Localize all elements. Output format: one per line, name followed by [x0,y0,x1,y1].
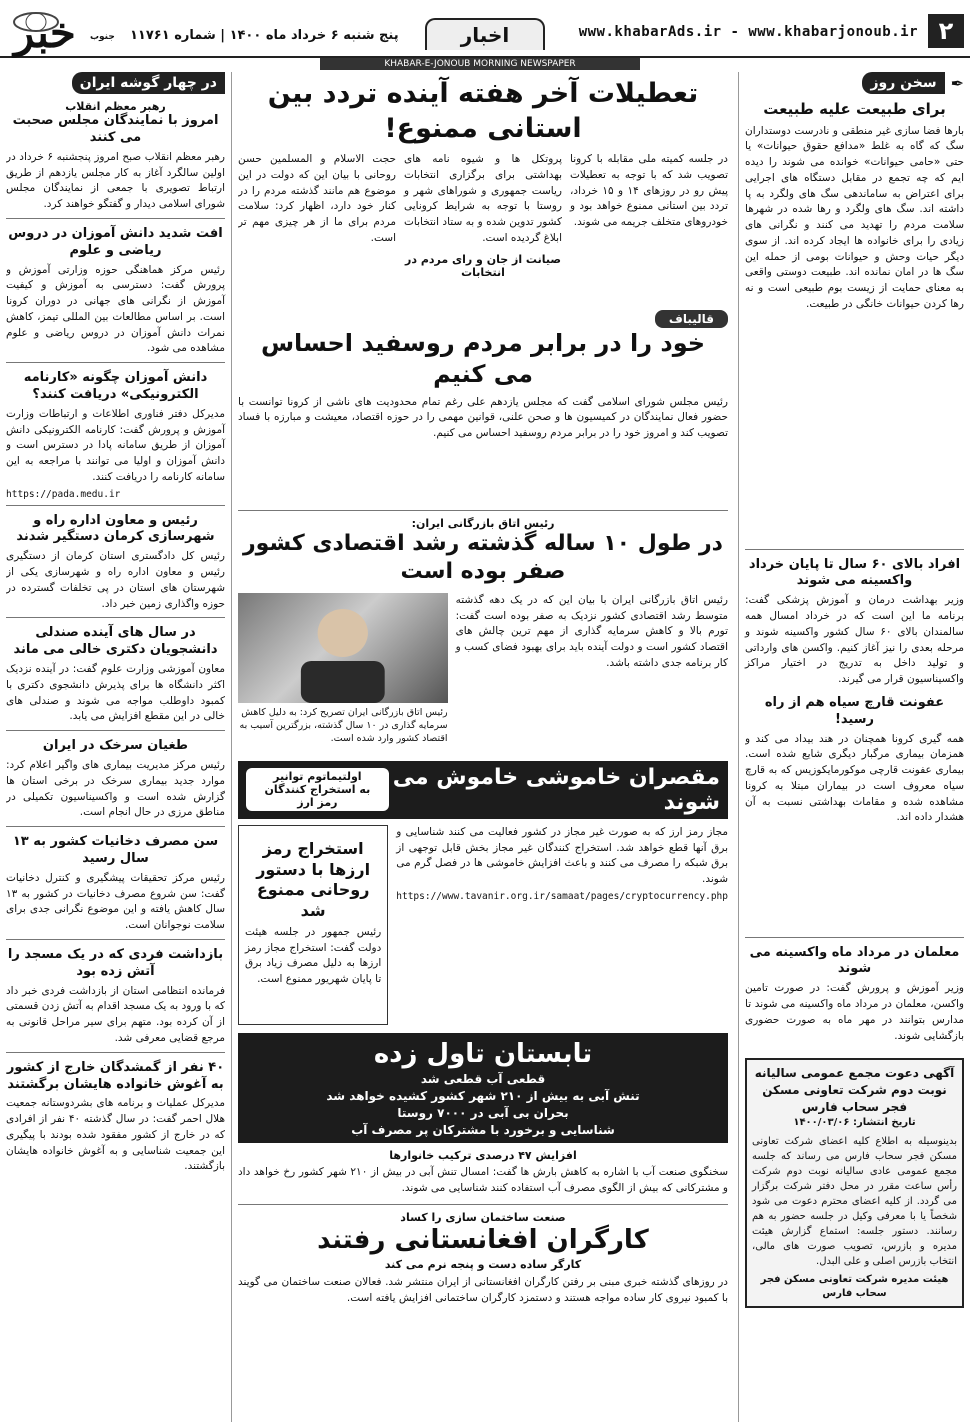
editorial-text: بارها فضا سازی غیر منطقی و نادرست دوستداران سگ که گاه به غلط «مدافع حقوق حیوانات» یا حتی «حامی حیوانات» خوانده می شوند را دیده ایم که چه تجمع در مقابل دستگاه های اجرایی برای اعتراض به ساماندهی سگ های ولگرد به پا داشته اند. سگ های ولگرد و رها شده در شهرها سلامت مردم را تهدید می کنند و نگرانی های زیادی را برای خانواده ها ایجاد کرده اند. از سوی دیگر حیات وحش و حیوانات بومی از حمله این سگ ها در امان نمانده اند. طبیعت دوستی واقعی به معنای حمایت از زیست بوم طبیعی است و نه رها کردن حیوانات خانگی در طبیعت. [745,124,964,310]
chamber-president-photo [238,593,448,703]
summer-line-3: بحران بی آبی در ۷۰۰۰ روستا [397,1105,569,1120]
person-icon [238,593,448,703]
chamber-headline[interactable]: در طول ۱۰ ساله گذشته رشد اقتصادی کشور صفر بوده است [243,530,723,585]
issue-line: پنج شنبه ۶ خرداد ماه ۱۴۰۰ | شماره ۱۱۷۶۱ [130,28,399,43]
missing-text: مدیرکل عملیات و برنامه های بشردوستانه جمعیت هلال احمر گفت: در سال گذشته ۴۰ نفر از افرادی که در خارج از کشور مفقود شده بودند با پیگیری این جمعیت شناسایی و به آغوش خانواده هایشان بازگشتند. [6,1097,225,1173]
leader-text: رهبر معظم انقلاب صبح امروز پنجشنبه ۶ خرداد در اولین سالگرد آغاز به کار مجلس یازدهم از طریق ارتباط تصویری با جمعی از نمایندگان مجلس شورای اسلامی دیدار و گفتگو خواهند کرد. [6,150,225,211]
math-text: رئیس مرکز هماهنگی حوزه وزارتی آموزش و پرورش گفت: دسترسی به آموزش و کیفیت آموزش از نگرانی های جهانی در دوران کرونا است. بر اساس مطالعات بین المللی تیمز، کاهش نمرات دانش آموزان در دروس ریاضی و علوم مشاهده می شود. [6,263,225,355]
editorial-title[interactable]: برای طبیعت علیه طبیعت [763,100,946,118]
kerman-text: رئیس کل دادگستری استان کرمان از دستگیری رئیس و معاون اداره راه و شهرسازی یکی از شهرستان های استان در پی تخلفات گسترده در حوزه واگذاری زمین خبر داد. [6,550,225,610]
main-column [238,72,728,1422]
coop-ad-title: آگهی دعوت مجمع عمومی سالیانه نوبت دوم شرکت تعاونی مسکن فجر سحاب فارس [754,1066,955,1114]
coop-ad-signer: هیئت مدیره شرکت تعاونی مسکن فجر سحاب فارس [760,1273,949,1299]
ban-box [238,825,388,1025]
masthead [0,0,970,58]
summer-banner [238,1033,728,1143]
tavanir-link[interactable]: https://www.tavanir.org.ir/samaat/pages/cryptocurrency.php [396,890,728,902]
lead-headline[interactable]: تعطیلات آخر هفته آینده تردد بین استانی ممنوع! [267,78,699,145]
crypto-chip-1: اولتیماتوم توانیر [273,770,362,784]
site-urls[interactable]: www.khabarAds.ir - www.khabarjonoub.ir [578,24,918,40]
mosque-text: فرمانده انتظامی استان از بازداشت فردی خبر داد که با ورود به یک مسجد اقدام به آتش زدن قسمتی از آن کرده بود. متهم برای سیر مراحل قانونی به مرجع قضایی معرفی شد. [6,984,225,1044]
leader-title[interactable]: امروز با نمایندگان مجلس صحبت می کنند [12,113,219,145]
math-title[interactable]: افت شدید دانش آموزان در دروس ریاضی و علوم [8,225,223,258]
right-column [738,72,964,1422]
iran-corners-label: در چهار گوشه ایران [72,72,225,94]
teachers-vaccine-title[interactable]: معلمان در مرداد ماه واکسینه می شوند [749,944,960,977]
left-column [6,72,232,1422]
summer-subhead: افزایش ۴۷ درصدی ترکیب خانوارها [389,1148,577,1162]
logo-small: جنوب [90,32,115,42]
section-tab: اخبار [425,18,545,50]
lead-subhead: صیانت از جان و رای مردم در انتخابات [405,252,561,279]
afghan-pre: صنعت ساختمان سازی را کساد [400,1211,566,1225]
english-name: KHABAR-E-JONOUB MORNING NEWSPAPER [320,58,640,70]
black-fungus-text: همه گیری کرونا همچنان در هند بیداد می کند و همزمان بیماری مرگبار دیگری شایع شده است. بیماری عفونت قارچی موکورمایکوزیس که به قارچ سیاه معروف است در بیماران مبتلا به کرونا مشاهده شده و مقامات بهداشتی نسبت به آن هشدار داده اند. [745,732,964,824]
teachers-vaccine-text: وزیر آموزش و پرورش گفت: در صورت تامین واکسن، معلمان در مرداد ماه واکسینه می شوند تا مدارس بتوانند در مهر ماه به صورت حضوری بازگشایی شوند. [745,982,964,1042]
crypto-chip-2: به استخراج کنندگان رمز ارز [264,783,371,810]
crypto-headline[interactable]: مقصران خاموشی خاموش می شوند [392,764,720,815]
report-card-text: مدیرکل دفتر فناوری اطلاعات و ارتباطات وزارت آموزش و پرورش گفت: کارنامه الکترونیکی دانش آموزان از طریق سامانه پادا در دسترس است و دانش آموزان و اولیا می توانند با مراجعه به این سامانه کارنامه را دریافت کنند. [6,407,225,483]
kerman-title[interactable]: رئیس و معاون اداره راه و شهرسازی کرمان دستگیر شدند [16,512,215,545]
phd-title[interactable]: در سال های آینده صندلی دانشجویان دکتری خالی می ماند [13,625,218,658]
afghan-subhead: کارگر ساده دست و پنجه نرم می کند [384,1258,582,1272]
tobacco-text: رئیس مرکز تحقیقات پیشگیری و کنترل دخانیات گفت: سن شروع مصرف دخانیات در کشور به ۱۳ سال کاهش یافته و این موضوع نگرانی جدی برای سلامت نوجوانان است. [6,871,225,932]
measles-text: رئیس مرکز مدیریت بیماری های واگیر اعلام کرد: موارد جدید بیماری سرخک در برخی استان ها گزارش شده است و واکسیناسیون تکمیلی در مناطق مرزی در حال انجام است. [6,759,225,819]
logo-text: خبر [14,8,76,57]
afghan-text: در روزهای گذشته خبری مبنی بر رفتن کارگران افغانستانی از ایران منتشر شد. فعالان صنعت ساختمان می گویند با کمبود نیروی کار ساده مواجه هستند و دستمزد کارگران ساختمانی افزایش یافته است. [238,1276,728,1304]
tobacco-title[interactable]: سن مصرف دخانیات کشور به ۱۳ سال رسید [12,834,219,866]
coop-ad [745,1058,964,1307]
report-card-title[interactable]: دانش آموزان چگونه «کارنامه الکترونیکی» دریافت کنند؟ [23,370,208,402]
page-number: ۲ [928,14,964,48]
lead-text-2: پروتکل ها و شیوه نامه های بهداشتی برای برگزاری انتخابات ریاست جمهوری و شوراهای شهر و روستا با توجه به شرایط کرونایی کشور تدوین شده و به ستاد انتخابات ابلاغ گردیده است. [404,153,562,244]
qalibaf-label: قالیباف [655,310,728,328]
summer-line-4: شناسایی و برخورد با مشترکان پر مصرف آب [351,1122,615,1137]
missing-title[interactable]: ۴۰ نفر از گمشدگان خارج از کشور به آغوش خانواده هایشان برگشتند [6,1059,225,1092]
summer-headline[interactable]: تابستان تاول زده [373,1038,593,1069]
chamber-caption: رئیس اتاق بازرگانی ایران تصریح کرد: به دلیل کاهش سرمایه گذاری در ۱۰ سال گذشته، بزرگترین آسیب به اقتصاد کشور وارد شده است. [239,706,448,745]
lead-text-1: در جلسه کمیته ملی مقابله با کرونا تصویب شد که با توجه به تعطیلات پیش رو در روزهای ۱۴ و ۱۵ خرداد، تردد بین استانی ممنوع خواهد بود و خودروهای متخلف جریمه می شوند. [570,153,728,229]
chamber-text: رئیس اتاق بازرگانی ایران با بیان این که در یک دهه گذشته متوسط رشد اقتصادی کشور نزدیک به صفر بوده است گفت: تورم بالا و کاهش سرمایه گذاری از مهم ترین چالش های اقتصاد کشور است و دولت آینده باید برای بهبود فضای کسب و کار برنامه جدی داشته باشد. [455,593,728,669]
crypto-text: مجاز رمز ارز که به صورت غیر مجاز در کشور فعالیت می کنند شناسایی و برق آنها قطع خواهد شد. استخراج کنندگان غیر مجاز بخش قابل توجهی از برق شبکه را مصرف می کنند و باعث افزایش خاموشی ها در فصل گرم می شوند. [396,825,728,885]
pada-link[interactable]: https://pada.medu.ir [6,488,121,500]
pen-icon: ✒ [950,73,964,93]
summer-text: سخنگوی صنعت آب با اشاره به کاهش بارش ها گفت: امسال تنش آبی در بیش از ۲۱۰ شهر کشور رخ خواهد داد و مشترکانی که بیش از الگوی مصرف آب استفاده کنند شناسایی می شوند. [238,1165,728,1194]
vaccine-text: وزیر بهداشت درمان و آموزش پزشکی گفت: برنامه ما این است که در خرداد امسال همه سالمندان بالای ۶۰ سال کشور واکسینه شوند و مرحله بعدی را نیز آغاز کنیم. واکسن های وارداتی و تولید داخل به تدریج در اختیار مراکز واکسیناسیون قرار می گیرند. [745,594,964,686]
afghan-headline[interactable]: کارگران افغانستانی رفتند [317,1225,649,1256]
newspaper-logo [6,4,126,57]
coop-ad-date: تاریخ انتشار: ۱۴۰۰/۰۳/۰۶ [793,1116,916,1128]
mosque-title[interactable]: بازداشت فردی که در یک مسجد را آتش زده بود [7,946,224,979]
ban-text: رئیس جمهور در جلسه هیئت دولت گفت: استخراج مجاز رمز ارزها به دلیل مصرف زیاد برق تا پایان شهریور ممنوع است. [245,925,382,986]
black-fungus-title[interactable]: عفونت قارچ سیاه هم از راه رسید! [764,694,945,727]
coop-ad-body: بدینوسیله به اطلاع کلیه اعضای شرکت تعاونی مسکن فجر سحاب فارس می رساند که جلسه مجمع عمومی عادی سالیانه نوبت دوم شرکت رأس ساعت مقرر در محل دفتر شرکت برگزار می گردد. از کلیه اعضای محترم دعوت می شود شخصاً یا با معرفی وکیل در جلسه حضور به هم رسانند. دستور جلسه: استماع گزارش هیئت مدیره و بازرس، تصویب صورت های مالی، انتخاب بازرس اصلی و علی البدل. [752,1135,957,1267]
summer-line-2: تنش آبی به بیش از ۲۱۰ شهر کشور کشیده خواهد شد [326,1088,640,1103]
crypto-banner [238,761,728,819]
measles-title[interactable]: طغیان سرخک در ایران [42,738,189,754]
summer-line-1: قطعی آب قطعی شد [420,1071,546,1086]
qalibaf-text: رئیس مجلس شورای اسلامی گفت که مجلس یازدهم علی رغم تمام محدودیت های ناشی از کرونا توانست با حضور فعال نمایندگان در کمیسیون ها و صحن علنی، قوانین مهمی را در حوزه اقتصاد، معیشت و مبارزه با فساد تصویب کند و امروز خود را در برابر مردم روسفید احساس می کنیم. [238,395,728,440]
lead-text-3: حجت الاسلام و المسلمین حسن روحانی با بیان این که دولت در این موضوع هم مانند گذشته مردم را در کنار خود دارد، اظهار کرد: سلامت مردم برای ما از هر چیزی مهم تر است. [238,153,396,244]
vaccine-title[interactable]: افراد بالای ۶۰ سال تا پایان خرداد واکسینه می شوند [748,556,961,589]
phd-text: معاون آموزشی وزارت علوم گفت: در آینده نزدیک اکثر دانشگاه ها برای پذیرش دانشجوی دکتری با کمبود داوطلب مواجه می شوند و صندلی های خالی در این مقطع افزایش می یابد. [6,663,225,723]
ban-headline[interactable]: استخراج رمز ارزها با دستور روحانی ممنوع شد [256,838,371,921]
leader-pre: رهبر معظم انقلاب [65,100,166,113]
chamber-pre: رئیس اتاق بازرگانی ایران: [411,516,555,530]
editorial-label: سخن روز [862,72,944,94]
qalibaf-headline[interactable]: خود را در برابر مردم روسفید احساس می کنیم [260,329,706,389]
